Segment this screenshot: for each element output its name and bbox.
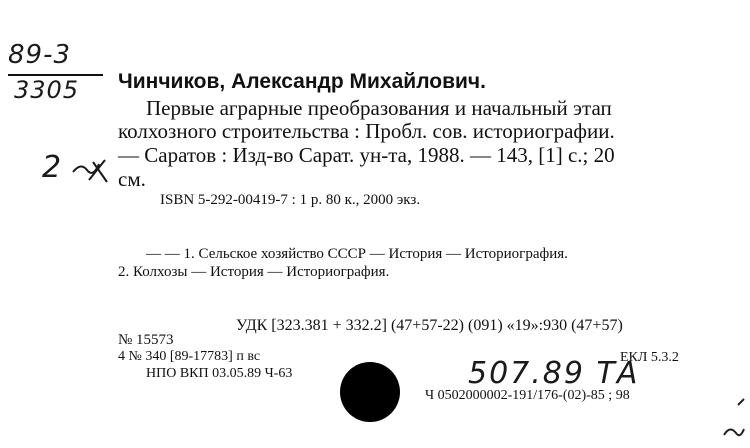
- handwritten-number: 507.89 ТА: [468, 356, 640, 391]
- punch-hole-icon: [340, 362, 400, 422]
- subject-line-2: 2. Колхозы — История — Историография.: [118, 264, 390, 280]
- order-line: 4 № 340 [89-17783] п вс: [118, 349, 261, 364]
- shelf-mark-bottom: 3305: [14, 76, 80, 104]
- npo-line: НПО ВКП 03.05.89 Ч-63: [146, 366, 293, 381]
- edge-scribble-icon: [718, 395, 748, 445]
- title-line-4: см.: [118, 167, 146, 191]
- eklk-code: ЕКЛ 5.3.2: [620, 350, 679, 365]
- isbn-line: ISBN 5-292-00419-7 : 1 р. 80 к., 2000 экз.: [160, 192, 421, 208]
- subject-line-1: — — 1. Сельское хозяйство СССР — История — Историография.: [146, 246, 568, 262]
- udk-line: УДК [323.381 + 332.2] (47+57-22) (091) «19»:930 (47+57): [236, 317, 623, 334]
- title-line-1: Первые аграрные преобразования и начальный этап: [146, 96, 612, 120]
- price-code-line: Ч 0502000002-191/176-(02)-85 ; 98: [425, 388, 630, 403]
- author-heading: Чинчиков, Александр Михайлович.: [118, 70, 486, 93]
- record-number: № 15573: [118, 332, 174, 348]
- handwritten-scribble-icon: [71, 152, 111, 186]
- shelf-mark-top: 89-3: [8, 40, 72, 70]
- handwritten-note: [42, 150, 111, 186]
- handwritten-note-text: 2: [42, 150, 62, 185]
- title-line-2: колхозного строительства : Пробл. сов. историографии.: [118, 119, 615, 143]
- title-line-3: — Саратов : Изд-во Сарат. ун-та, 1988. — 143, [1] с.; 20: [118, 143, 615, 167]
